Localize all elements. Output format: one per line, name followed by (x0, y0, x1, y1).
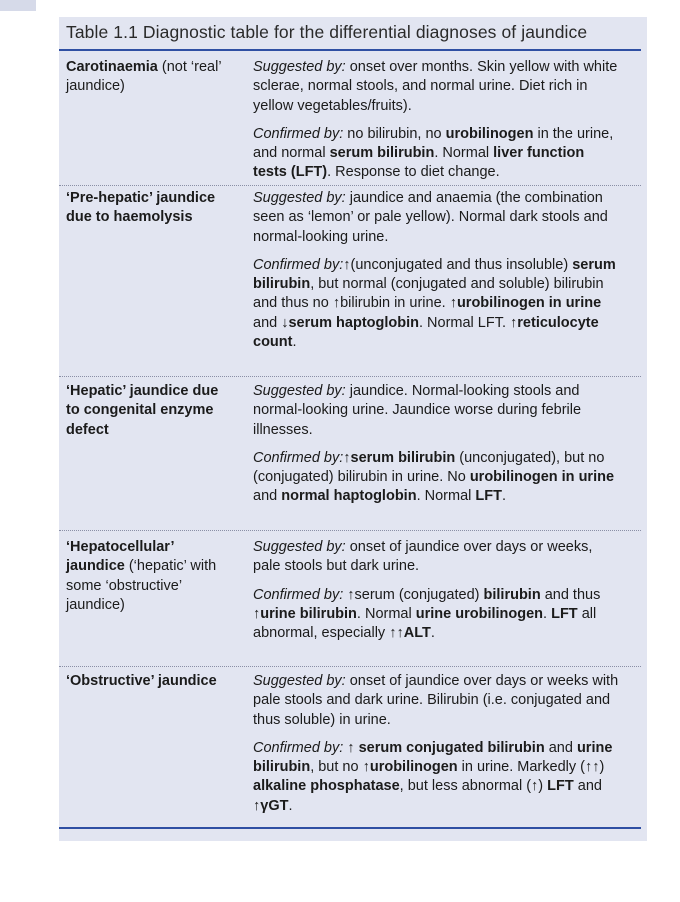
condition-note: (‘hepatic’ with some ‘obstructive’ jaundice) (66, 558, 217, 613)
suggested-by-text (253, 58, 621, 116)
bold-finding: bilirubin (483, 586, 541, 603)
suggested-by-label: Suggested by: (253, 383, 346, 399)
confirmed-by-label: Confirmed by: (253, 586, 344, 603)
table-title: Table 1.1 Diagnostic table for the differential diagnoses of jaundice (66, 22, 588, 42)
row-separator (59, 185, 641, 186)
bold-finding: serum conjugated bilirubin (358, 739, 545, 756)
confirmed-by-label: Confirmed by: (253, 125, 344, 142)
findings-cell (253, 189, 621, 352)
condition-cell (66, 189, 234, 228)
bold-finding: ↑ (343, 256, 351, 273)
finding-text: . Normal (356, 605, 416, 622)
findings-cell (253, 538, 621, 643)
finding-text: and (573, 778, 602, 795)
condition-cell (66, 538, 234, 615)
finding-text: and (253, 314, 282, 331)
suggested-by-text (253, 189, 621, 247)
row-separator (59, 666, 641, 667)
findings-cell (253, 672, 621, 816)
finding-text: , but normal (conjugated and soluble) bilirubin and thus no (253, 276, 604, 312)
condition-name: ‘Pre-hepatic’ jaundice due to haemolysis (66, 190, 216, 226)
suggested-by-label: Suggested by: (253, 59, 346, 75)
bold-finding: urine urobilinogen (415, 605, 544, 622)
confirmed-by-text (253, 256, 621, 352)
suggested-text: jaundice. Normal-looking stools and normal-looking urine. Jaundice worse during febrile illnesses. (253, 383, 582, 438)
bold-finding: urine bilirubin (253, 739, 613, 776)
bold-finding: ↑urine bilirubin (253, 605, 357, 622)
finding-text: , but less abnormal (↑) (399, 778, 548, 795)
bold-finding: ↑γGT (253, 797, 289, 814)
finding-text: and (544, 739, 577, 756)
bold-finding: urobilinogen (445, 125, 534, 142)
bold-finding: ↑ (332, 295, 341, 312)
condition-cell (66, 58, 234, 97)
suggested-text: onset of jaundice over days or weeks with pale stools and dark urine. Bilirubin (i.e. conjugated and thus soluble) in urine. (253, 673, 619, 728)
finding-text: bilirubin in urine. (340, 295, 450, 312)
bold-finding: serum bilirubin (253, 256, 616, 293)
finding-text: in the urine, and normal (253, 125, 614, 162)
suggested-by-label: Suggested by: (253, 539, 346, 555)
condition-note: (not ‘real’ jaundice) (66, 59, 222, 95)
confirmed-by-text (253, 586, 621, 644)
bold-finding: ↑serum bilirubin (343, 449, 456, 466)
finding-text: . (543, 605, 552, 622)
suggested-text: onset of jaundice over days or weeks, pale stools but dark urine. (253, 539, 593, 575)
bold-finding: ↑urobilinogen in urine (449, 295, 602, 312)
confirmed-by-label: Confirmed by: (253, 739, 344, 756)
table-panel (59, 17, 647, 841)
confirmed-by-label: Confirmed by: (253, 256, 344, 273)
bold-finding: LFT (547, 778, 574, 795)
finding-text: . Normal (434, 145, 494, 162)
bold-finding: LFT (475, 488, 502, 505)
suggested-text: onset over months. Skin yellow with white sclerae, normal stools, and normal urine. Diet rich in yellow vegetables/fruits). (253, 59, 618, 114)
suggested-by-text (253, 538, 621, 577)
bottom-rule (59, 827, 641, 829)
confirmed-by-label: Confirmed by: (253, 449, 344, 466)
finding-text: in urine. Markedly (↑↑) (457, 759, 605, 776)
bold-finding: ↑urobilinogen (362, 759, 458, 776)
finding-text: , but no (310, 759, 363, 776)
condition-name: ‘Hepatocellular’ jaundice (66, 539, 174, 575)
bold-finding: LFT (551, 605, 578, 622)
finding-text: . (292, 334, 297, 351)
row-separator (59, 376, 641, 377)
finding-text: . Normal LFT. (418, 314, 511, 331)
bold-finding: ↑reticulocyte count (253, 314, 599, 351)
finding-text: . Normal (416, 488, 476, 505)
bold-finding: serum bilirubin (329, 145, 435, 162)
finding-text: . Response to diet change. (327, 164, 500, 181)
finding-text: and (253, 488, 282, 505)
finding-text: ↑ (343, 739, 359, 756)
top-rule (59, 49, 641, 51)
suggested-by-text (253, 672, 621, 730)
suggested-text: jaundice and anaemia (the combination seen as ‘lemon’ or pale yellow). Normal dark stools and normal-looking urine. (253, 190, 608, 245)
bold-finding: ↓serum haptoglobin (281, 314, 419, 331)
corner-tab (0, 0, 36, 11)
findings-cell (253, 58, 621, 183)
bold-finding: ↑↑ALT (389, 625, 431, 642)
finding-text: ↑serum (conjugated) (343, 586, 484, 603)
bold-finding: alkaline phosphatase (253, 778, 400, 795)
findings-cell (253, 382, 621, 507)
condition-name: ‘Hepatic’ jaundice due to congenital enzyme defect (66, 383, 219, 438)
suggested-by-label: Suggested by: (253, 190, 346, 206)
finding-text: no bilirubin, no (343, 125, 446, 142)
bold-finding: urobilinogen in urine (469, 469, 615, 486)
finding-text: and thus (540, 586, 601, 603)
finding-text: (unconjugated and thus insoluble) (350, 256, 573, 273)
condition-cell (66, 382, 234, 440)
row-separator (59, 530, 641, 531)
confirmed-by-text (253, 125, 621, 183)
condition-name: Carotinaemia (66, 59, 158, 75)
suggested-by-label: Suggested by: (253, 673, 346, 689)
bold-finding: normal haptoglobin (281, 488, 417, 505)
finding-text: all abnormal, especially (253, 605, 597, 642)
finding-text: . (288, 797, 293, 814)
finding-text: (unconjugated), but no (conjugated) bilirubin in urine. No (253, 449, 605, 486)
suggested-by-text (253, 382, 621, 440)
bold-finding: liver function tests (LFT) (253, 145, 585, 181)
confirmed-by-text (253, 739, 621, 816)
condition-cell (66, 672, 234, 691)
finding-text: . (430, 625, 435, 642)
condition-name: ‘Obstructive’ jaundice (66, 673, 217, 689)
finding-text: . (501, 488, 506, 505)
confirmed-by-text (253, 449, 621, 507)
